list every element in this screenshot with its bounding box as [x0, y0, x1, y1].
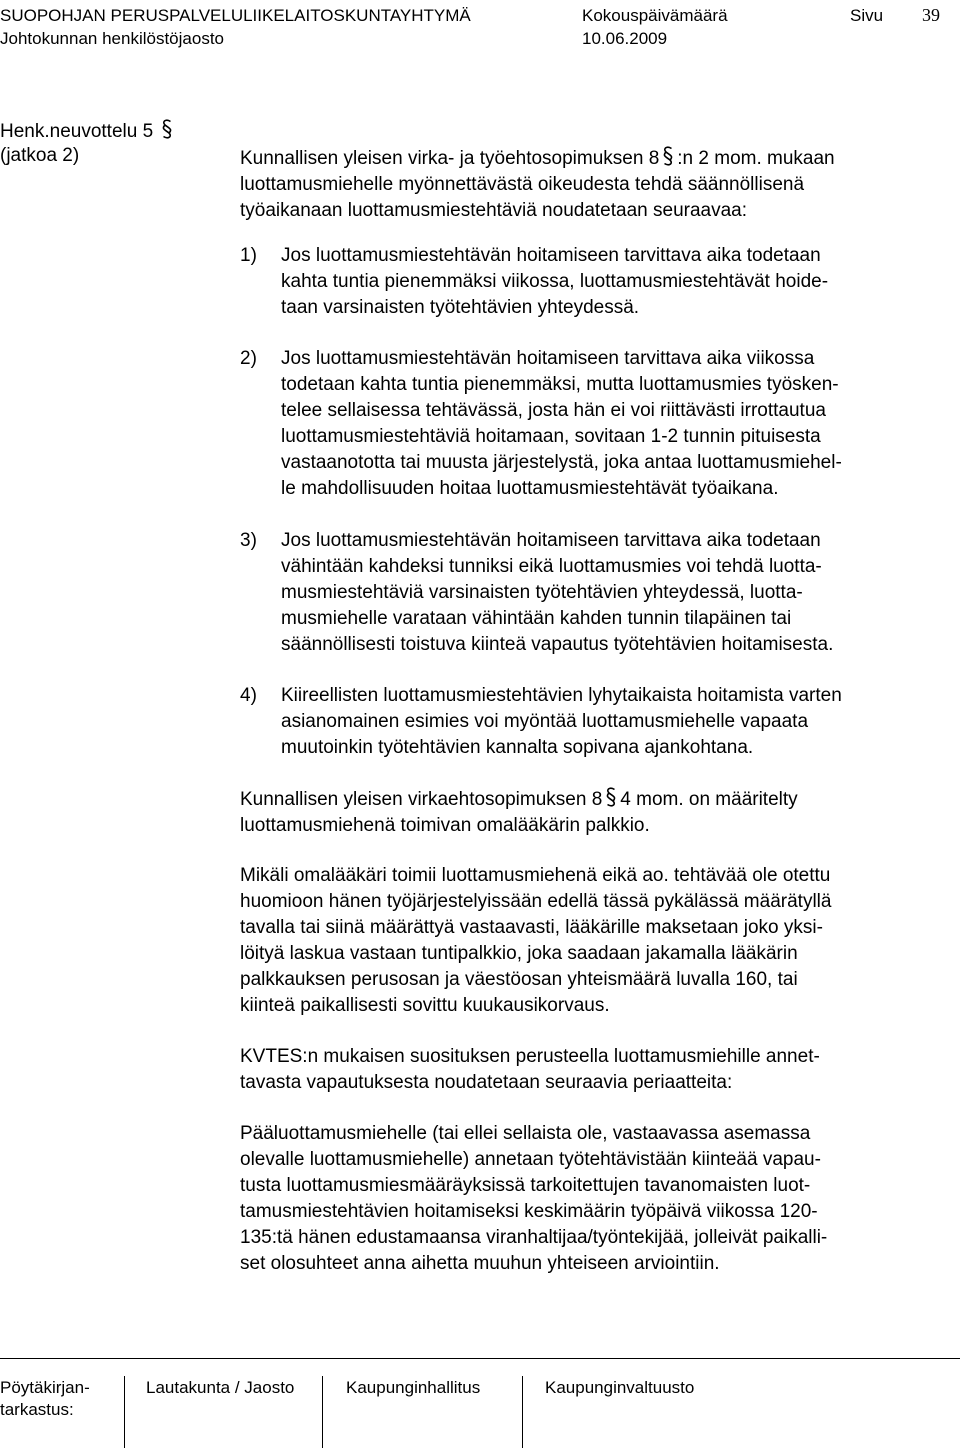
page-number: 39	[922, 5, 940, 25]
list-item-line: telee sellaisessa tehtävässä, josta hän ei voi riittävästi irrottautua	[281, 400, 826, 421]
paragraph-line: Mikäli omalääkäri toimii luottamusmiehenä eikä ao. tehtävää ole otettu	[240, 865, 831, 886]
list-item-line: säännöllisesti toistuva kiinteä vapautus työtehtävien hoitamisesta.	[281, 634, 834, 655]
paragraph-line: löityä laskua vastaan tuntipalkkio, joka saadaan jakamalla lääkärin	[240, 943, 798, 964]
list-item-text	[281, 243, 828, 321]
section-sign-icon	[661, 145, 675, 167]
footer-city-board-label: Kaupunginhallitus	[346, 1378, 481, 1397]
paragraph-line: tusta luottamusmiesmääräyksissä tarkoitettujen tavanomaisten luot-	[240, 1175, 811, 1196]
kves-paragraph	[240, 786, 940, 839]
paragraph	[240, 1044, 940, 1096]
footer-column-divider	[522, 1376, 523, 1448]
organization-name: SUOPOHJAN PERUSPALVELULIIKELAITOSKUNTAYHTYMÄ	[0, 6, 471, 25]
list-item-line: le mahdollisuuden hoitaa luottamusmiestehtävät työaikana.	[281, 478, 779, 499]
footer-review-label-line-1: Pöytäkirjan-	[0, 1378, 90, 1397]
meeting-date: 10.06.2009	[582, 29, 668, 48]
kves-line-1: Kunnallisen yleisen virkaehtosopimuksen 8 4 mom. on määritelty	[240, 786, 940, 813]
paragraph	[240, 863, 940, 1019]
meeting-date-label: Kokouspäivämäärä	[582, 6, 728, 25]
footer-board-label: Lautakunta / Jaosto	[146, 1378, 295, 1397]
list-item-line: musmiehelle varataan vähintään kahden tunnin tilapäinen tai	[281, 608, 792, 629]
intro-line-2: luottamusmiehelle myönnettävästä oikeudesta tehdä säännöllisenä	[240, 174, 805, 195]
footer-review-label-line-2: tarkastus:	[0, 1400, 74, 1419]
list-item-line: luottamusmiestehtäviä hoitamaan, sovitaan 1-2 tunnin pituisesta	[281, 426, 821, 447]
intro-line-3: työaikanaan luottamusmiestehtäviä noudatetaan seuraavaa:	[240, 200, 748, 221]
list-item-number: 2)	[240, 348, 257, 369]
item-title-text: Henk.neuvottelu 5	[0, 121, 154, 142]
kves-line-2: luottamusmiehenä toimivan omalääkärin palkkio.	[240, 815, 650, 836]
footer-column-divider	[124, 1376, 125, 1448]
paragraph-line: palkkauksen perusosan ja väestöosan yhteismäärä luvalla 160, tai	[240, 969, 798, 990]
paragraph-line: KVTES:n mukaisen suosituksen perusteella luottamusmiehille annet-	[240, 1046, 820, 1067]
paragraph-line: tamusmiestehtävien hoitamiseksi keskimäärin työpäivä viikossa 120-	[240, 1201, 818, 1222]
continued-label: (jatkoa 2)	[0, 145, 80, 166]
list-item-line: taan varsinaisten työtehtävien yhteydessä.	[281, 297, 640, 318]
list-item-line: musmiestehtäviä varsinaisten työtehtävien yhteydessä, luotta-	[281, 582, 803, 603]
list-item-number: 4)	[240, 685, 257, 706]
item-title	[0, 118, 176, 143]
list-item-number: 3)	[240, 530, 257, 551]
list-item-line: asianomainen esimies voi myöntää luottamusmiehelle vapaata	[281, 711, 809, 732]
intro-paragraph	[240, 145, 940, 224]
paragraph-line: tavasta vapautuksesta noudatetaan seuraavia periaatteita:	[240, 1072, 733, 1093]
paragraph-line: kiinteä paikallisesti sovittu kuukausikorvaus.	[240, 995, 610, 1016]
paragraph-line: huomioon hänen työjärjestelyissään edellä tässä pykälässä määrätyllä	[240, 891, 832, 912]
list-item-line: vastaanototta tai muusta järjestelystä, joka antaa luottamusmiehel-	[281, 452, 842, 473]
list-item-text	[281, 528, 833, 658]
intro-line-1: Kunnallisen yleisen virka- ja työehtosopimuksen 8 :n 2 mom. mukaan	[240, 145, 940, 172]
list-item-line: kahta tuntia pienemmäksi viikossa, luottamusmiestehtävät hoide-	[281, 271, 829, 292]
committee-name: Johtokunnan henkilöstöjaosto	[0, 29, 224, 48]
list-item-number: 1)	[240, 245, 257, 266]
list-item-line: Kiireellisten luottamusmiestehtävien lyhytaikaista hoitamista varten	[281, 685, 842, 706]
list-item-line: muutoinkin työtehtävien kannalta sopivana ajankohtana.	[281, 737, 754, 758]
section-sign-icon	[604, 786, 618, 808]
footer-divider	[0, 1358, 960, 1359]
list-item-text	[281, 346, 842, 502]
page-label: Sivu	[850, 6, 884, 25]
footer-column-divider	[322, 1376, 323, 1448]
list-item-line: Jos luottamusmiestehtävän hoitamiseen tarvittava aika viikossa	[281, 348, 815, 369]
paragraph-line: Pääluottamusmiehelle (tai ellei sellaista ole, vastaavassa asemassa	[240, 1123, 811, 1144]
list-item-line: vähintään kahdeksi tunniksi eikä luottamusmies voi tehdä luotta-	[281, 556, 822, 577]
paragraph-line: olevalle luottamusmiehelle) annetaan työtehtävistään kiinteää vapau-	[240, 1149, 821, 1170]
list-item-text	[281, 683, 842, 761]
paragraph-line: tavalla tai siinä määrättyä vastaavasti, lääkärille maksetaan joko yksi-	[240, 917, 823, 938]
footer-city-council-label: Kaupunginvaltuusto	[545, 1378, 695, 1397]
list-item-line: todetaan kahta tuntia pienemmäksi, mutta luottamusmies työsken-	[281, 374, 839, 395]
section-sign-icon	[160, 118, 174, 140]
paragraph-line: set olosuhteet anna aihetta muuhun yhteiseen arviointiin.	[240, 1253, 720, 1274]
list-item-line: Jos luottamusmiestehtävän hoitamiseen tarvittava aika todetaan	[281, 245, 821, 266]
list-item-line: Jos luottamusmiestehtävän hoitamiseen tarvittava aika todetaan	[281, 530, 821, 551]
paragraph	[240, 1121, 940, 1277]
paragraph-line: 135:tä hänen edustamaansa viranhaltijaa/työntekijää, jolleivät paikalli-	[240, 1227, 828, 1248]
